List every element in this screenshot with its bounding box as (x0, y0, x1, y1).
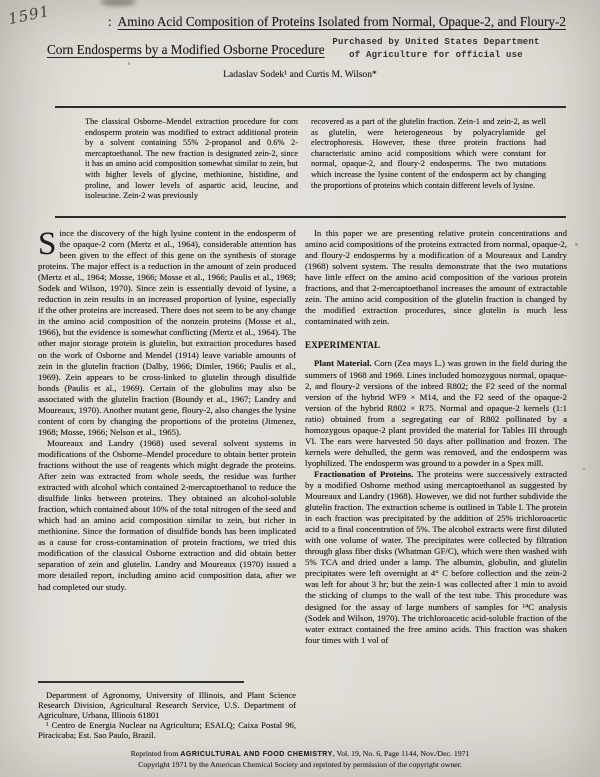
scan-smudge (100, 0, 136, 6)
title-colon: : (108, 14, 112, 29)
body-right-column (305, 228, 567, 646)
handwritten-number: 1591 (6, 1, 52, 29)
body-paragraph (38, 228, 296, 438)
abstract-top-rule (55, 106, 566, 108)
affiliation-footnote: Department of Agronomy, University of Illinois, and Plant Science Research Division, Agricultural Research Service, U.S. Department of Agriculture, Urbana, Illinois 61801 (38, 689, 296, 720)
journal-name: AGRICULTURAL AND FOOD CHEMISTRY (180, 751, 333, 758)
usda-stamp (310, 36, 562, 61)
stamp-line2: of Agriculture for official use (349, 49, 523, 60)
paragraph-text: Corn (Zea mays L.) was grown in the field during the summers of 1968 and 1969. Lines included homozygous normal, opaque-2, and floury-2 versions of the inbred R802; the F2 seed of the normal version of the hybrid WF9 × M14, and the F2 seed of the opaque-2 version of the hybrid R802 × R75. Normal and opaque-2 kernels (1:1 ratio) obtained from a segregating ear of R802 pollinated by a homozygous opaque-2 plant provided the material for Tables III through VI. The ears were harvested 50 days after pollination and frozen. The kernels were dehulled, the germ was removed, and the endosperm was lyophilized. The endosperm was ground to a powder in a Spex mill. (305, 358, 567, 468)
footnote-block (38, 681, 296, 741)
article-title-line2 (47, 42, 325, 58)
abstract-right-column: recovered as a part of the glutelin fraction. Zein-1 and zein-2, as well as glutelin, were heterogeneous by polyacrylamide gel electrophoresis. However, these three protein fractions had characteristic amino acid compositions which were constant for normal, opaque-2, and floury-2 endosperms. The two mutations which increase the lysine content of the endosperm act by changing the proportions of proteins which contain different levels of lysine. (311, 117, 546, 190)
body-paragraph: Moureaux and Landry (1968) used several solvent systems in modifications of the Osborne–Mendel procedure to obtain better protein fractions without the use of reagents which might degrade the proteins. After zein was extracted from whole seeds, the residue was further extracted with alcohol which contained 2-mercaptoethanol to reduce the disulfide links between proteins. They obtained an alcohol-soluble fraction, which contained about 10% of the total nitrogen of the seed and which had an amino acid composition similar to zein, but richer in methionine. Since the formation of disulfide bonds has been implicated as a cause for cross-contamination of protein fractions, we tried this modification of the classical Osborne extraction and did obtain better separation of zein and glutelin. Landry and Moureaux (1970) issued a more detailed report, including amino acid composition data, after we had completed our study. (38, 437, 296, 592)
footnote-rule (38, 681, 244, 683)
fractionation-label: Fractionation of Proteins. (314, 468, 414, 479)
paragraph-text: ince the discovery of the high lysine content in the endosperm of the opaque-2 corn (Mertz et al., 1964), considerable attention has been given to the effect of this gene on the synthesis of storage proteins. The major effect is a reduction in the amount of zein produced (Mertz et al., 1964; Mosse, 1966; Mosse et al., 1966; Paulis et al., 1969; Sodek and Wilson, 1970). Since zein is essentially devoid of lysine, a reduction in zein results in an increased proportion of lysine, especially if the other proteins are increased. There does not seem to be any change in the amino acid composition of the nonzein proteins (Mosse et al., 1966), but the evidence is somewhat conflicting (Mertz et al., 1964). The other major storage protein is glutelin, but extraction procedures based on the work of Osborne and Mendel (1914) leave variable amounts of zein in the glutelin fraction (Dalby, 1966; Dimler, 1966; Paulis et al., 1969). Zein appears to be cross-linked to glutelin through disulfide bonds (Paulis et al., 1969). Certain of the globulins may also be associated with the glutelin fraction (Boundy et al., 1967; Landry and Moureaux, 1970). Another mutant gene, floury-2, also changes the lysine content of corn by changing the proportions of the proteins (Jimenez, 1968; Mosse, 1966; Nelson et al., 1965). (38, 228, 296, 437)
reprint-post: , Vol. 19, No. 6, Page 1144, Nov./Dec. 1971 (332, 749, 470, 758)
body-paragraph (305, 469, 567, 646)
stamp-line1: Purchased by United States Department (332, 37, 540, 47)
scan-speck (128, 62, 130, 65)
scan-speck (575, 243, 578, 246)
drop-cap: S (38, 226, 57, 262)
plant-material-label: Plant Material. (314, 358, 372, 369)
experimental-heading: EXPERIMENTAL (305, 340, 381, 351)
title-text-line1: Amino Acid Composition of Proteins Isolated from Normal, Opaque-2, and Floury-2 (117, 14, 566, 29)
title-text-line2: Corn Endosperms by a Modified Osborne Procedure (47, 42, 325, 57)
body-paragraph (305, 358, 567, 468)
body-left-column (38, 228, 296, 593)
abstract-left-column: The classical Osborne–Mendel extraction procedure for corn endosperm protein was modified to extract additional protein by a solvent containing 55% 2-propanol and 0.6% 2-mercaptoethanol. The new fraction is designated zein-2, since it has an amino acid composition somewhat similar to zein, but with higher levels of glycine, methionine, histidine, and proline, and lower levels of aspartic acid, leucine, and isoleucine. Zein-2 was previously (85, 117, 298, 201)
reprint-line (0, 749, 600, 760)
reprint-footer (0, 749, 600, 769)
author-address-footnote: ¹ Centro de Energia Nuclear na Agricultura; ESALQ; Caixa Postal 96, Piracicaba; Est. Sao Paulo, Brazil. (38, 720, 296, 741)
authors-line: Ladaslav Sodek¹ and Curtis M. Wilson* (223, 69, 377, 80)
abstract (85, 117, 546, 202)
article-title-line1 (108, 14, 566, 30)
reprint-pre: Reprinted from (130, 749, 181, 758)
paragraph-text: The proteins were successively extracted by a modified Osborne method using mercaptoethanol as suggested by Moureaux and Landry (1968). However, we did not further subdivide the glutelin fraction. The extraction scheme is outlined in Table I. The protein in each fraction was precipitated by the addition of 25% trichloroacetic acid to a final concentration of 5%. The alcohol extracts were first diluted with one volume of water. The precipitates were collected by filtration through glass fiber disks (Whatman GF/C), which were then washed with 5% TCA and dried under a lamp. The albumin, globulin, and glutelin precipitates were left overnight at 4° C before collection and the zein-2 was left for about 3 hr; but the zein-1 was collected after 1 min to avoid the sticking of clumps to the wall of the test tube. This procedure was designed for the assay of large numbers of samples for ¹⁴C analysis (Sodek and Wilson, 1970). The trichloroacetic acid-soluble fraction of the water extract contained the free amino acids. This fraction was shaken four times with 1 vol of (305, 468, 567, 645)
body-paragraph: In this paper we are presenting relative protein concentrations and amino acid compositions of the proteins extracted from normal, opaque-2, and floury-2 endosperms by a modification of a Moureaux and Landry (1968) solvent system. The results demonstrate that the two mutations have little effect on the amino acid composition of the various protein fractions, and that 2-mercaptoethanol increases the amount of extractable zein. The amino acid composition of the glutelin fraction is changed by the modified extraction procedures, since glutelin is much less contaminated with zein. (305, 228, 567, 327)
scan-speck (583, 468, 585, 470)
copyright-line: Copyright 1971 by the American Chemical Society and reprinted by permission of the copyright owner. (138, 759, 462, 769)
abstract-bottom-rule (55, 216, 566, 218)
